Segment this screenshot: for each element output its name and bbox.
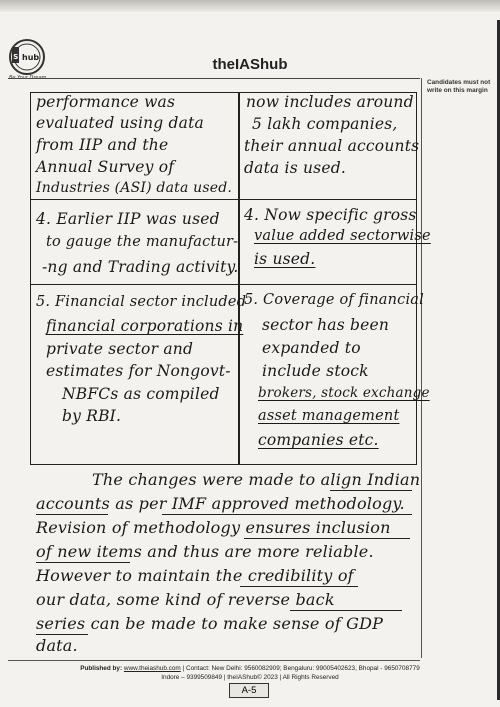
table-cell-right: is used. — [254, 250, 316, 268]
handwritten-underline — [36, 514, 108, 515]
paragraph-line: our data, some kind of reverse back — [36, 590, 335, 609]
table-cell-left: Annual Survey of — [36, 158, 175, 176]
margin-rule — [421, 78, 422, 658]
handwritten-underline — [240, 586, 358, 587]
table-cell-left: estimates for Nongovt- — [46, 362, 231, 380]
margin-note: Candidates must not write on this margin — [427, 79, 491, 94]
table-cell-left: from IIP and the — [36, 136, 169, 154]
table-cell-right: brokers, stock exchange — [258, 385, 430, 401]
paragraph-line: accounts as per IMF approved methodology. — [36, 494, 405, 513]
table-cell-left: 4. Earlier IIP was used — [36, 210, 220, 228]
handwritten-underline — [330, 490, 412, 491]
table-cell-right: 4. Now specific gross — [244, 206, 417, 224]
table-cell-right: data is used. — [244, 159, 346, 177]
paragraph-line: series can be made to make sense of GDP — [36, 614, 384, 633]
table-cell-left: performance was — [36, 93, 176, 111]
paragraph-line: However to maintain the credibility of — [36, 566, 354, 585]
table-cell-right: companies etc. — [258, 431, 379, 449]
handwritten-underline — [290, 610, 402, 611]
table-cell-right: expanded to — [262, 339, 361, 357]
scan-shadow — [0, 0, 500, 12]
table-cell-left: NBFCs as compiled — [62, 385, 220, 403]
footer-contact: | Contact: New Delhi: 9560082909; Bengaluru: 99005402623, Bhopal - 9650708779 — [180, 665, 420, 672]
paragraph-line: of new items and thus are more reliable. — [36, 542, 374, 561]
table-cell-right: their annual accounts — [244, 137, 420, 155]
handwritten-underline — [162, 514, 412, 515]
table-cell-right: include stock — [262, 362, 369, 380]
table-cell-right: value added sectorwise — [254, 228, 431, 244]
paragraph-line: data. — [36, 636, 78, 655]
table-cell-left: financial corporations in — [46, 317, 244, 335]
table-divider-row — [30, 199, 417, 200]
table-cell-left: by RBI. — [62, 407, 122, 425]
footer-publisher — [0, 665, 500, 672]
handwritten-underline — [244, 538, 410, 539]
footer-published-label: Published by: — [80, 665, 123, 672]
footer-url[interactable]: www.theiashub.com — [123, 665, 181, 672]
table-cell-right: now includes around — [246, 93, 414, 111]
footer-rule — [8, 660, 420, 661]
footer-rights: Indore – 9399509849 | theIAShub© 2023 | All Rights Reserved — [161, 674, 339, 681]
page-number: A-5 — [229, 683, 269, 698]
paragraph-line: Revision of methodology ensures inclusion — [36, 518, 391, 537]
top-rule — [8, 78, 420, 79]
table-cell-left: -ng and Trading activity. — [42, 258, 239, 276]
table-cell-right: sector has been — [262, 316, 390, 334]
table-cell-right: asset management — [258, 408, 400, 424]
paragraph-line: The changes were made to align Indian — [92, 470, 421, 489]
table-cell-left: 5. Financial sector included — [36, 294, 247, 310]
handwritten-underline — [36, 562, 130, 563]
table-cell-left: evaluated using data — [36, 114, 204, 132]
table-cell-left: to gauge the manufactur- — [46, 234, 239, 250]
table-cell-left: Industries (ASI) data used. — [36, 180, 233, 196]
table-cell-right: 5. Coverage of financial — [244, 292, 424, 308]
brand-title: theIAShub — [212, 56, 288, 73]
table-cell-right: 5 lakh companies, — [252, 115, 398, 133]
table-cell-left: private sector and — [46, 340, 194, 358]
svg-text:S: S — [13, 53, 19, 61]
table-divider-row — [30, 284, 417, 285]
table-divider-vertical — [238, 92, 240, 464]
handwritten-underline — [36, 634, 88, 635]
logo-text: hub — [22, 53, 40, 62]
